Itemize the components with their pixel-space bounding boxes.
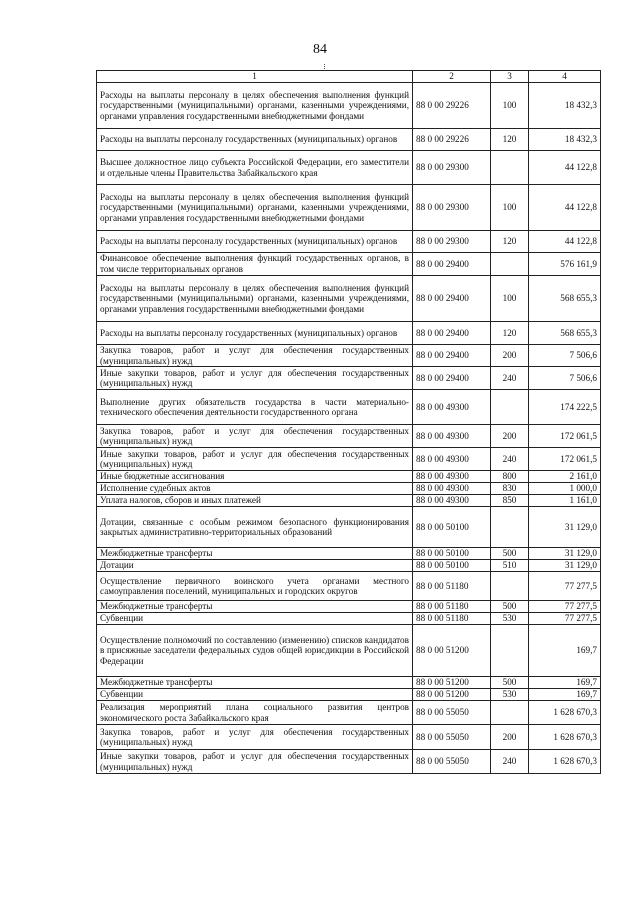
row-type-cell: 500 (491, 601, 529, 613)
row-type-cell: 240 (491, 367, 529, 390)
column-header-1: 1 (97, 71, 413, 83)
row-code-cell: 88 0 00 29300 (413, 185, 491, 231)
row-name-cell: Расходы на выплаты персоналу государственных (муниципальных) органов (97, 231, 413, 253)
row-sum-cell: 172 061,5 (529, 448, 601, 471)
row-sum-cell: 77 277,5 (529, 601, 601, 613)
row-name-cell: Межбюджетные трансферты (97, 677, 413, 689)
row-code-cell: 88 0 00 51200 (413, 689, 491, 701)
row-sum-cell: 18 432,3 (529, 83, 601, 129)
page-number: 84 (313, 42, 327, 57)
row-sum-cell: 18 432,3 (529, 129, 601, 151)
row-type-cell: 530 (491, 613, 529, 625)
row-code-cell: 88 0 00 50100 (413, 507, 491, 548)
row-sum-cell: 1 628 670,3 (529, 750, 601, 774)
row-code-cell: 88 0 00 49300 (413, 390, 491, 425)
row-name-cell: Расходы на выплаты персоналу в целях обеспечения выполнения функций государственными (муниципальными) органами, казенными учреждениями, органами управления государственными внебюджетными фондами (97, 276, 413, 322)
table-row (97, 185, 601, 231)
row-type-cell: 120 (491, 129, 529, 151)
row-type-cell: 100 (491, 185, 529, 231)
row-type-cell: 530 (491, 689, 529, 701)
table-row (97, 276, 601, 322)
row-name-cell: Межбюджетные трансферты (97, 601, 413, 613)
table-row (97, 601, 601, 613)
row-sum-cell: 172 061,5 (529, 425, 601, 448)
row-sum-cell: 44 122,8 (529, 185, 601, 231)
row-type-cell (491, 507, 529, 548)
row-sum-cell: 44 122,8 (529, 231, 601, 253)
row-type-cell: 100 (491, 276, 529, 322)
row-type-cell: 200 (491, 425, 529, 448)
row-sum-cell: 1 000,0 (529, 483, 601, 495)
table-row (97, 725, 601, 750)
table-row (97, 689, 601, 701)
table-row (97, 253, 601, 276)
row-code-cell: 88 0 00 50100 (413, 548, 491, 560)
row-code-cell: 88 0 00 51200 (413, 625, 491, 677)
table-row (97, 322, 601, 345)
row-sum-cell: 44 122,8 (529, 151, 601, 185)
table-row (97, 129, 601, 151)
column-header-2: 2 (413, 71, 491, 83)
table-row (97, 613, 601, 625)
row-sum-cell: 77 277,5 (529, 572, 601, 601)
row-name-cell: Расходы на выплаты персоналу в целях обеспечения выполнения функций государственными (муниципальными) органами, казенными учреждениями, органами управления государственными внебюджетными фондами (97, 83, 413, 129)
row-sum-cell: 1 161,0 (529, 495, 601, 507)
row-type-cell (491, 625, 529, 677)
row-name-cell: Расходы на выплаты персоналу государственных (муниципальных) органов (97, 129, 413, 151)
row-code-cell: 88 0 00 29400 (413, 367, 491, 390)
row-sum-cell: 169,7 (529, 677, 601, 689)
table-row (97, 471, 601, 483)
row-code-cell: 88 0 00 51200 (413, 677, 491, 689)
row-sum-cell: 169,7 (529, 625, 601, 677)
row-name-cell: Реализация мероприятий плана социального развития центров экономического роста Забайкальского края (97, 701, 413, 725)
row-code-cell: 88 0 00 29226 (413, 129, 491, 151)
row-code-cell: 88 0 00 49300 (413, 471, 491, 483)
table-row (97, 560, 601, 572)
row-code-cell: 88 0 00 29300 (413, 151, 491, 185)
row-type-cell: 200 (491, 345, 529, 367)
table-row (97, 495, 601, 507)
row-name-cell: Высшее должностное лицо субъекта Российской Федерации, его заместители и отдельные члены Правительства Забайкальского края (97, 151, 413, 185)
table-row (97, 750, 601, 774)
row-type-cell: 510 (491, 560, 529, 572)
row-code-cell: 88 0 00 49300 (413, 448, 491, 471)
row-name-cell: Иные бюджетные ассигнования (97, 471, 413, 483)
row-type-cell: 240 (491, 750, 529, 774)
row-type-cell: 120 (491, 231, 529, 253)
row-name-cell: Выполнение других обязательств государства в части материально-технического обеспечения деятельности государственного органа (97, 390, 413, 425)
row-type-cell (491, 701, 529, 725)
row-name-cell: Расходы на выплаты персоналу государственных (муниципальных) органов (97, 322, 413, 345)
table-row (97, 151, 601, 185)
row-name-cell: Закупка товаров, работ и услуг для обеспечения государственных (муниципальных) нужд (97, 725, 413, 750)
row-sum-cell: 1 628 670,3 (529, 701, 601, 725)
row-code-cell: 88 0 00 29400 (413, 345, 491, 367)
row-name-cell: Межбюджетные трансферты (97, 548, 413, 560)
row-type-cell (491, 151, 529, 185)
table-row (97, 701, 601, 725)
row-name-cell: Финансовое обеспечение выполнения функций государственных органов, в том числе территориальных органов (97, 253, 413, 276)
table-row (97, 677, 601, 689)
row-code-cell: 88 0 00 49300 (413, 495, 491, 507)
row-type-cell: 200 (491, 725, 529, 750)
row-sum-cell: 31 129,0 (529, 560, 601, 572)
row-sum-cell: 7 506,6 (529, 345, 601, 367)
row-code-cell: 88 0 00 29400 (413, 276, 491, 322)
table-row (97, 483, 601, 495)
column-header-3: 3 (491, 71, 529, 83)
row-sum-cell: 169,7 (529, 689, 601, 701)
table-row (97, 625, 601, 677)
row-type-cell: 830 (491, 483, 529, 495)
row-type-cell (491, 572, 529, 601)
table-row (97, 390, 601, 425)
table-row (97, 448, 601, 471)
table-row (97, 507, 601, 548)
row-type-cell (491, 390, 529, 425)
row-type-cell: 100 (491, 83, 529, 129)
column-number-row (97, 71, 601, 83)
row-name-cell: Осуществление полномочий по составлению (изменению) списков кандидатов в присяжные заседатели федеральных судов общей юрисдикции в Российской Федерации (97, 625, 413, 677)
row-name-cell: Дотации (97, 560, 413, 572)
table-row (97, 231, 601, 253)
row-name-cell: Дотации, связанные с особым режимом безопасного функционирования закрытых административно-территориальных образований (97, 507, 413, 548)
row-code-cell: 88 0 00 29300 (413, 231, 491, 253)
row-name-cell: Субвенции (97, 613, 413, 625)
row-code-cell: 88 0 00 50100 (413, 560, 491, 572)
row-sum-cell: 568 655,3 (529, 322, 601, 345)
row-code-cell: 88 0 00 29400 (413, 322, 491, 345)
row-name-cell: Расходы на выплаты персоналу в целях обеспечения выполнения функций государственными (муниципальными) органами, казенными учреждениями, органами управления государственными внебюджетными фондами (97, 185, 413, 231)
row-sum-cell: 31 129,0 (529, 548, 601, 560)
row-type-cell: 850 (491, 495, 529, 507)
row-type-cell (491, 253, 529, 276)
table-row (97, 367, 601, 390)
row-name-cell: Закупка товаров, работ и услуг для обеспечения государственных (муниципальных) нужд (97, 345, 413, 367)
table-row (97, 425, 601, 448)
row-sum-cell: 576 161,9 (529, 253, 601, 276)
row-name-cell: Иные закупки товаров, работ и услуг для обеспечения государственных (муниципальных) нужд (97, 448, 413, 471)
column-header-4: 4 (529, 71, 601, 83)
budget-table (96, 70, 601, 774)
row-name-cell: Субвенции (97, 689, 413, 701)
row-type-cell: 240 (491, 448, 529, 471)
row-sum-cell: 77 277,5 (529, 613, 601, 625)
row-type-cell: 120 (491, 322, 529, 345)
table-row (97, 83, 601, 129)
row-code-cell: 88 0 00 51180 (413, 601, 491, 613)
row-name-cell: Иные закупки товаров, работ и услуг для обеспечения государственных (муниципальных) нужд (97, 367, 413, 390)
row-name-cell: Уплата налогов, сборов и иных платежей (97, 495, 413, 507)
row-name-cell: Осуществление первичного воинского учета органами местного самоуправления поселений, муниципальных и городских округов (97, 572, 413, 601)
row-code-cell: 88 0 00 29400 (413, 253, 491, 276)
row-sum-cell: 174 222,5 (529, 390, 601, 425)
table-row (97, 572, 601, 601)
row-sum-cell: 7 506,6 (529, 367, 601, 390)
row-sum-cell: 1 628 670,3 (529, 725, 601, 750)
row-name-cell: Исполнение судебных актов (97, 483, 413, 495)
row-code-cell: 88 0 00 49300 (413, 483, 491, 495)
row-code-cell: 88 0 00 55050 (413, 750, 491, 774)
table-row (97, 345, 601, 367)
row-type-cell: 500 (491, 677, 529, 689)
row-code-cell: 88 0 00 49300 (413, 425, 491, 448)
row-name-cell: Закупка товаров, работ и услуг для обеспечения государственных (муниципальных) нужд (97, 425, 413, 448)
row-type-cell: 800 (491, 471, 529, 483)
table-row (97, 548, 601, 560)
row-code-cell: 88 0 00 55050 (413, 701, 491, 725)
row-code-cell: 88 0 00 51180 (413, 613, 491, 625)
row-name-cell: Иные закупки товаров, работ и услуг для обеспечения государственных (муниципальных) нужд (97, 750, 413, 774)
row-code-cell: 88 0 00 51180 (413, 572, 491, 601)
row-sum-cell: 31 129,0 (529, 507, 601, 548)
row-code-cell: 88 0 00 29226 (413, 83, 491, 129)
row-sum-cell: 568 655,3 (529, 276, 601, 322)
row-sum-cell: 2 161,0 (529, 471, 601, 483)
row-code-cell: 88 0 00 55050 (413, 725, 491, 750)
row-type-cell: 500 (491, 548, 529, 560)
